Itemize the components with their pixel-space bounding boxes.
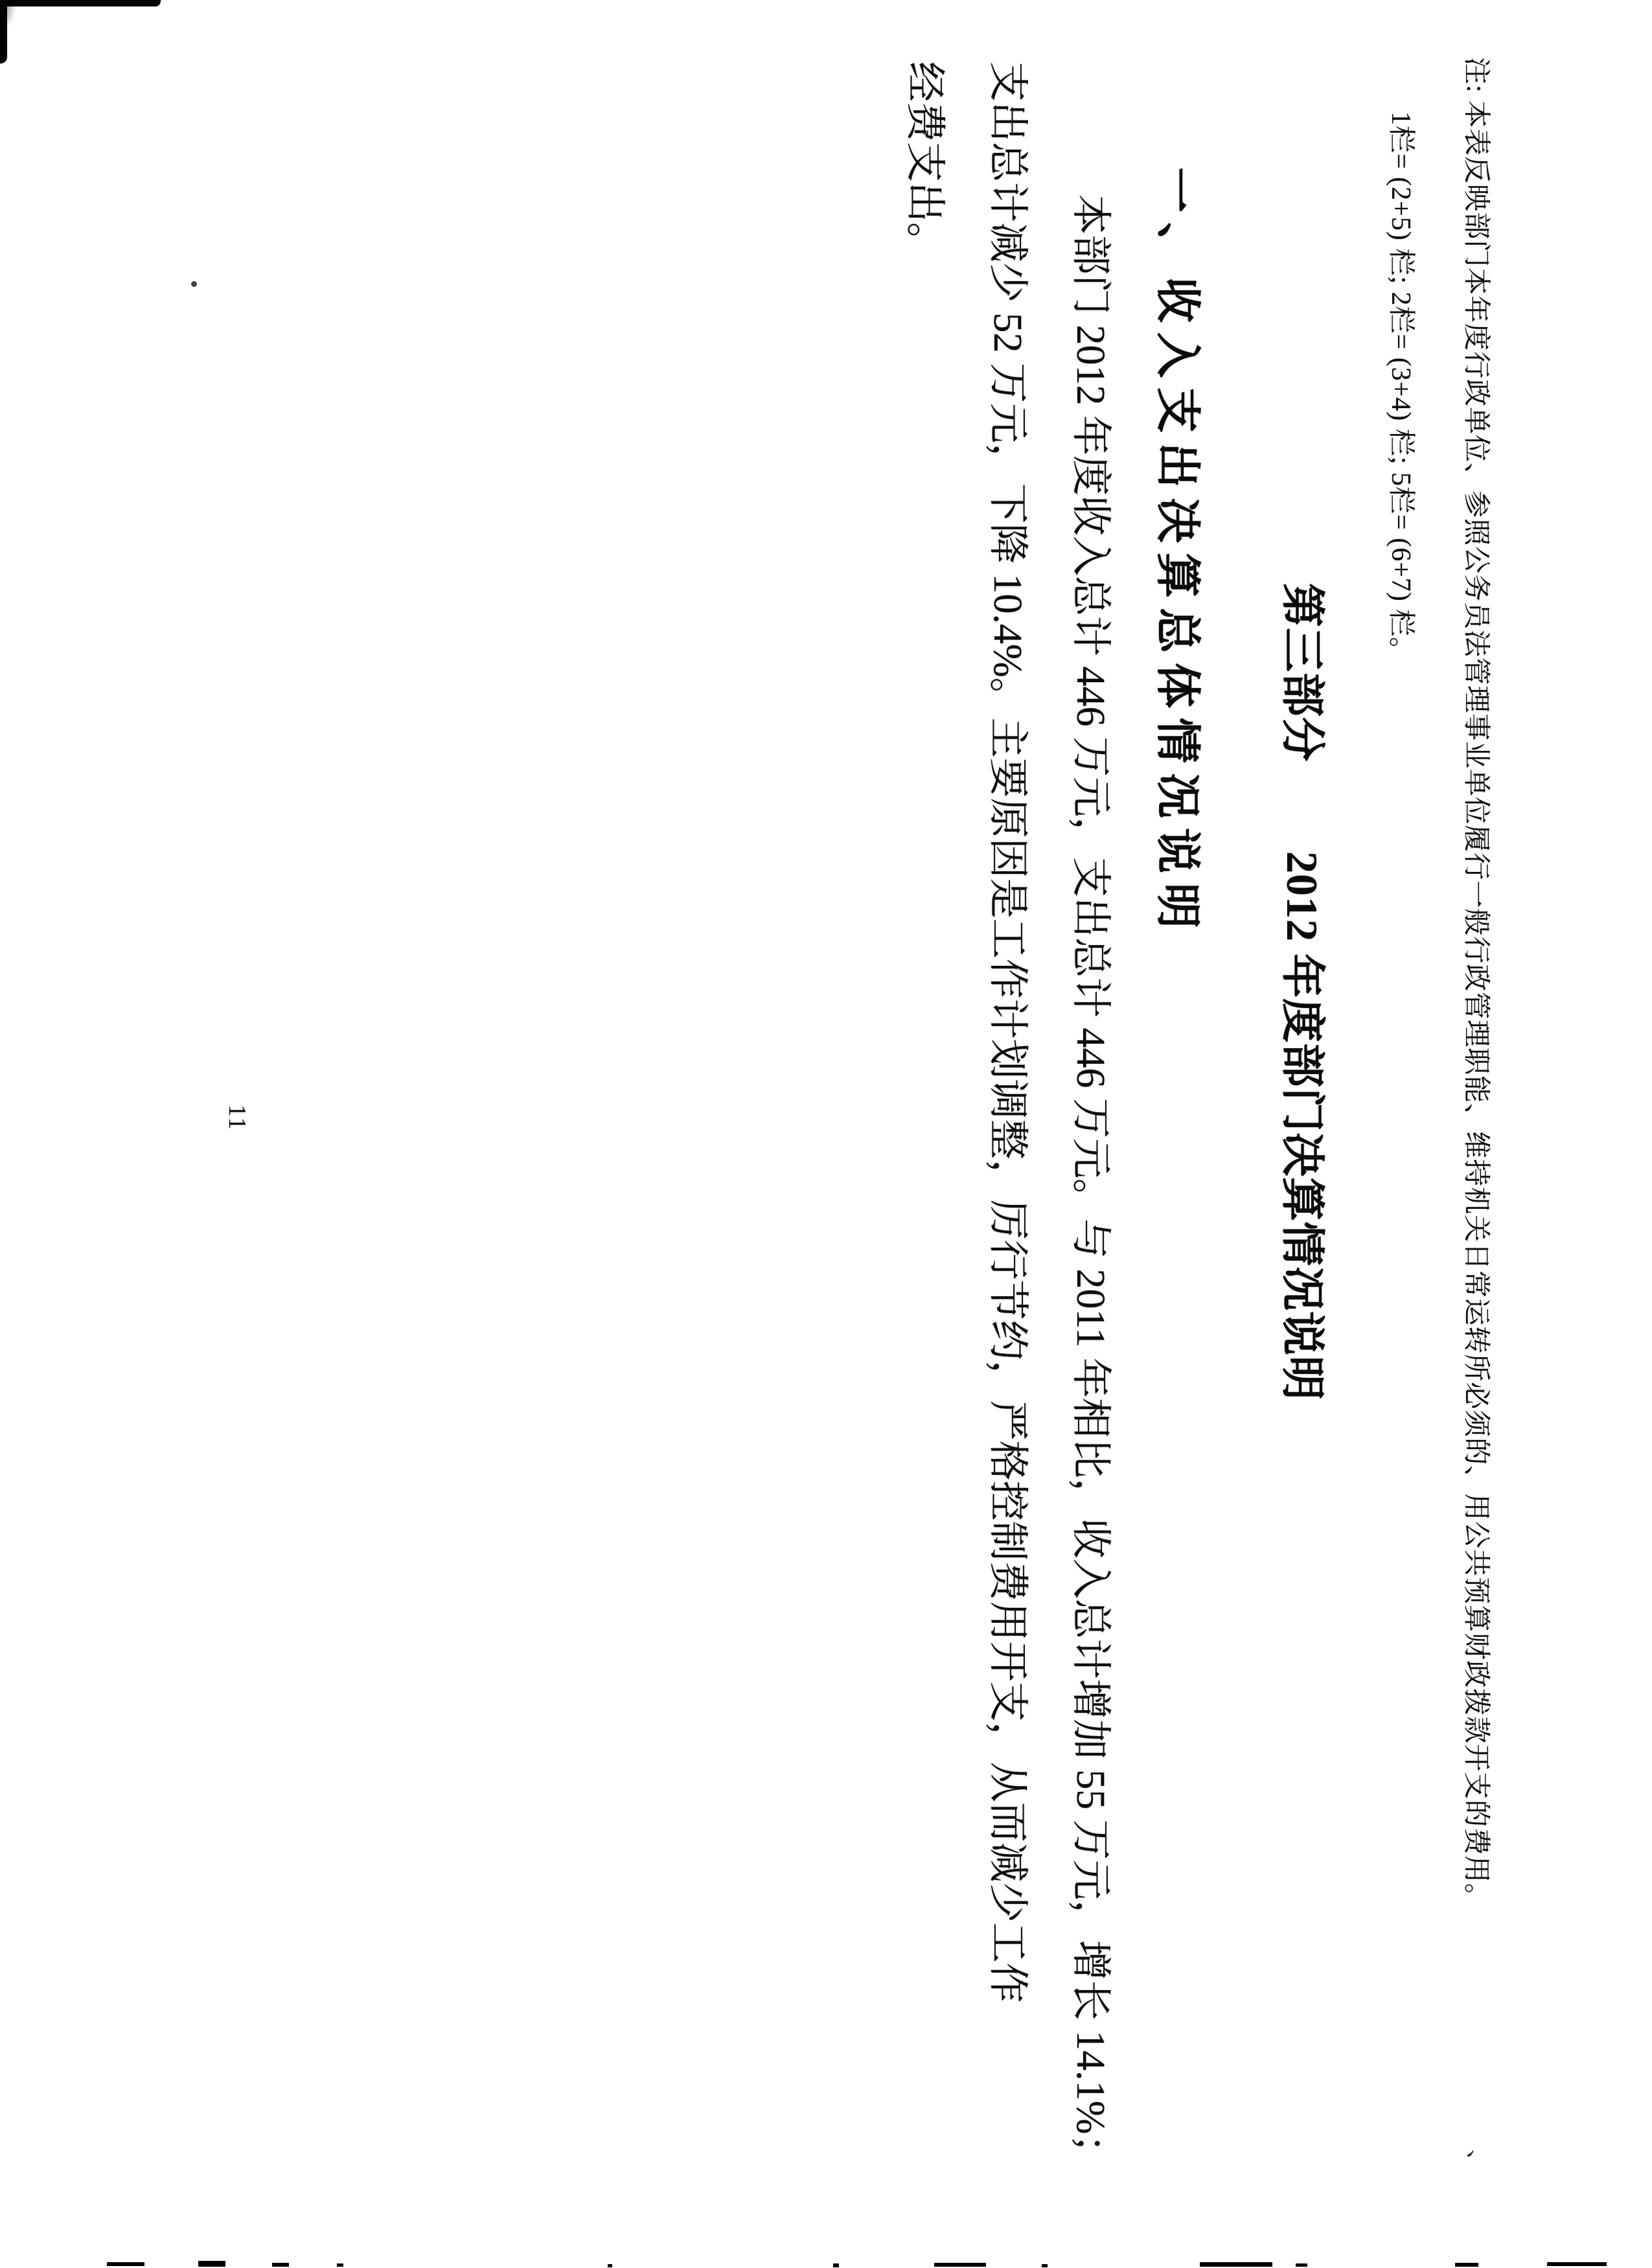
scan-fragment xyxy=(833,2263,839,2267)
scan-fragment xyxy=(1455,2263,1478,2267)
document-title: 第三部分 2012 年度部门决算情况说明 xyxy=(1278,583,1327,1401)
page-number: 11 xyxy=(224,1105,251,1131)
paragraph-line-2: 支出总计减少 52 万元，下降 10.4%。主要原因是工作计划调整，厉行节约，严格控制费用开支，从而减少工作 xyxy=(985,62,1029,2003)
stray-comma-mark: 、 xyxy=(1463,2149,1491,2175)
scan-fragment xyxy=(1547,2262,1607,2266)
scan-fragment xyxy=(107,2262,144,2266)
scan-fragment xyxy=(608,2264,612,2267)
section-heading: 一、收入支出决算总体情况说明 xyxy=(1152,167,1202,938)
scan-fragment xyxy=(272,2263,289,2267)
scan-edge-fade xyxy=(0,5,17,31)
scan-fragment xyxy=(337,2263,343,2267)
paragraph-line-3: 经费支出。 xyxy=(902,62,946,263)
paragraph-line-1: 本部门 2012 年度收入总计 446 万元，支出总计 446 万元。与 2011 年相比，收入总计增加 55 万元，增长 14.1%； xyxy=(1068,194,1112,2175)
scan-fragment xyxy=(198,2261,225,2267)
scan-fragment xyxy=(1042,2264,1048,2267)
scan-edge-top-left xyxy=(0,0,161,6)
ink-speck xyxy=(191,281,197,287)
scan-fragment xyxy=(1296,2263,1307,2267)
scan-fragment xyxy=(934,2263,986,2267)
scan-fragment xyxy=(1200,2262,1272,2267)
note-line-1: 注: 本表反映部门本年度行政单位、参照公务员法管理事业单位履行一般行政管理职能、维持机关日常运转所必须的、用公共预算财政拨款开支的费用。 xyxy=(1461,57,1491,1912)
note-line-2: 1栏= (2+5) 栏; 2栏= (3+4) 栏; 5栏= (6+7) 栏。 xyxy=(1386,111,1416,665)
